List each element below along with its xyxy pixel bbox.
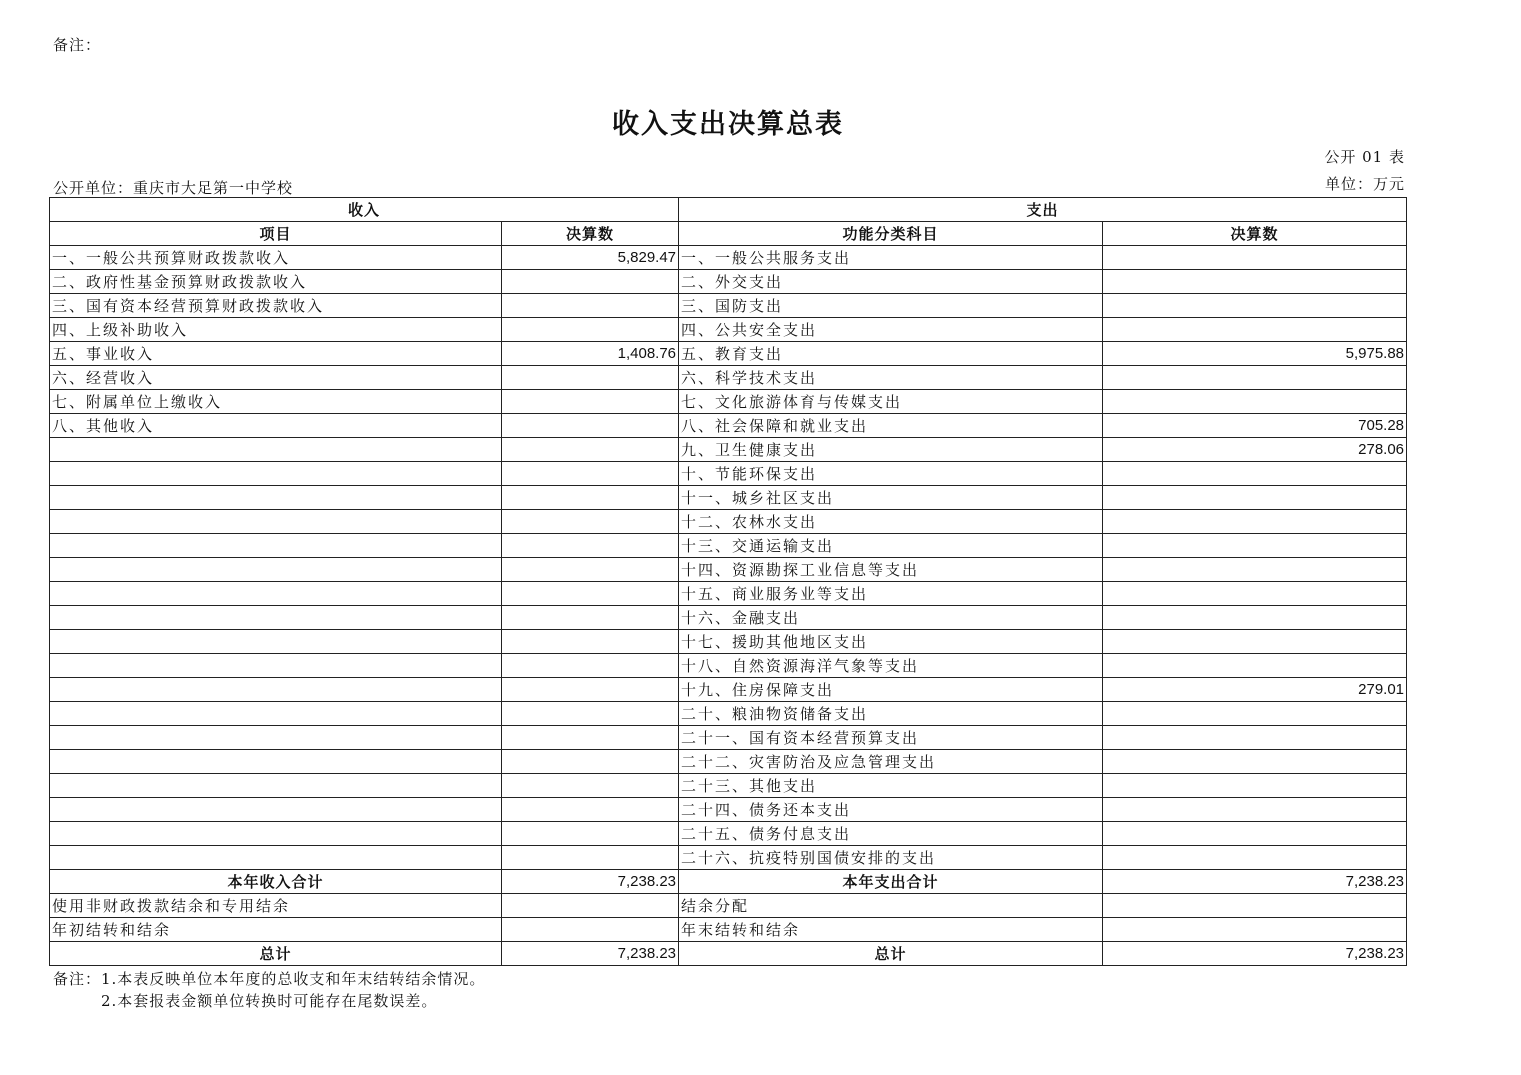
income-item-cell: 八、其他收入 [50, 414, 502, 438]
table-row [50, 774, 1407, 798]
expense-item-cell: 五、教育支出 [679, 342, 1103, 366]
table-row [50, 822, 1407, 846]
table-row [50, 270, 1407, 294]
income-item-cell [50, 462, 502, 486]
expense-amount-cell [1103, 318, 1407, 342]
expense-amount-cell [1103, 558, 1407, 582]
top-note: 备注： [53, 36, 102, 54]
table-row [50, 414, 1407, 438]
income-amount-cell [502, 390, 679, 414]
page-title: 收入支出决算总表 [612, 109, 844, 140]
expense-item-cell: 十九、住房保障支出 [679, 678, 1103, 702]
expense-amount-cell [1103, 726, 1407, 750]
income-amount-cell [502, 318, 679, 342]
table-row [50, 726, 1407, 750]
table-row [50, 438, 1407, 462]
income-amount-cell [502, 894, 679, 918]
expense-amount-cell [1103, 486, 1407, 510]
income-section-header: 收入 [50, 198, 679, 222]
expense-item-cell: 二十一、国有资本经营预算支出 [679, 726, 1103, 750]
expense-section-header: 支出 [679, 198, 1407, 222]
expense-amount-cell [1103, 630, 1407, 654]
income-amount-cell [502, 678, 679, 702]
expense-item-cell: 二十、粮油物资储备支出 [679, 702, 1103, 726]
expense-amount-cell [1103, 846, 1407, 870]
total-row [50, 942, 1407, 966]
expense-item-cell: 六、科学技术支出 [679, 366, 1103, 390]
income-amount-cell [502, 774, 679, 798]
expense-item-cell: 二十六、抗疫特别国债安排的支出 [679, 846, 1103, 870]
expense-item-cell: 十四、资源勘探工业信息等支出 [679, 558, 1103, 582]
table-row [50, 390, 1407, 414]
expense-amount-cell [1103, 702, 1407, 726]
table-row [50, 918, 1407, 942]
income-item-cell: 年初结转和结余 [50, 918, 502, 942]
income-item-cell [50, 654, 502, 678]
table-row [50, 342, 1407, 366]
subtotal-row [50, 870, 1407, 894]
table-row [50, 462, 1407, 486]
income-item-cell: 一、一般公共预算财政拨款收入 [50, 246, 502, 270]
income-amount-cell: 5,829.47 [502, 246, 679, 270]
income-amount-cell [502, 702, 679, 726]
table-row [50, 534, 1407, 558]
table-row [50, 582, 1407, 606]
table-row [50, 318, 1407, 342]
income-item-cell [50, 606, 502, 630]
income-amount-cell [502, 750, 679, 774]
income-item-cell [50, 822, 502, 846]
table-row [50, 702, 1407, 726]
income-total-label: 总计 [50, 942, 502, 966]
table-row [50, 558, 1407, 582]
budget-table [49, 197, 1407, 966]
income-item-cell: 使用非财政拨款结余和专用结余 [50, 894, 502, 918]
income-item-cell [50, 630, 502, 654]
expense-amount-cell [1103, 510, 1407, 534]
income-item-cell: 五、事业收入 [50, 342, 502, 366]
expense-item-cell: 十八、自然资源海洋气象等支出 [679, 654, 1103, 678]
income-total-amount: 7,238.23 [502, 942, 679, 966]
income-amount-cell [502, 606, 679, 630]
expense-item-cell: 二十四、债务还本支出 [679, 798, 1103, 822]
expense-amount-cell [1103, 246, 1407, 270]
expense-amount-cell [1103, 582, 1407, 606]
income-amount-cell [502, 510, 679, 534]
income-item-cell [50, 558, 502, 582]
income-item-cell [50, 726, 502, 750]
expense-item-cell: 二十二、灾害防治及应急管理支出 [679, 750, 1103, 774]
income-amount-cell [502, 726, 679, 750]
organization-label: 公开单位：重庆市大足第一中学校 [53, 179, 294, 197]
expense-item-header: 功能分类科目 [679, 222, 1103, 246]
expense-item-cell: 四、公共安全支出 [679, 318, 1103, 342]
column-header-row [50, 222, 1407, 246]
expense-amount-cell [1103, 918, 1407, 942]
expense-amount-cell: 705.28 [1103, 414, 1407, 438]
income-amount-cell [502, 414, 679, 438]
income-item-cell [50, 798, 502, 822]
expense-amount-cell [1103, 606, 1407, 630]
income-amount-cell [502, 822, 679, 846]
income-amount-cell [502, 582, 679, 606]
income-amount-cell [502, 366, 679, 390]
expense-item-cell: 二十三、其他支出 [679, 774, 1103, 798]
income-item-cell: 六、经营收入 [50, 366, 502, 390]
expense-amount-cell [1103, 822, 1407, 846]
income-amount-cell: 1,408.76 [502, 342, 679, 366]
income-amount-cell [502, 270, 679, 294]
income-amount-cell [502, 462, 679, 486]
unit-label: 单位：万元 [1324, 175, 1405, 193]
expense-item-cell: 结余分配 [679, 894, 1103, 918]
table-row [50, 606, 1407, 630]
expense-amount-cell: 278.06 [1103, 438, 1407, 462]
footnote-1: 备注：1.本表反映单位本年度的总收支和年末结转结余情况。 [53, 970, 486, 988]
expense-amount-header: 决算数 [1103, 222, 1407, 246]
income-amount-cell [502, 918, 679, 942]
income-item-cell [50, 486, 502, 510]
expense-item-cell: 三、国防支出 [679, 294, 1103, 318]
income-item-cell [50, 750, 502, 774]
income-item-cell [50, 846, 502, 870]
expense-subtotal-label: 本年支出合计 [679, 870, 1103, 894]
table-row [50, 678, 1407, 702]
expense-item-cell: 年末结转和结余 [679, 918, 1103, 942]
expense-amount-cell [1103, 270, 1407, 294]
income-item-cell [50, 774, 502, 798]
income-amount-cell [502, 558, 679, 582]
expense-amount-cell [1103, 774, 1407, 798]
expense-item-cell: 十一、城乡社区支出 [679, 486, 1103, 510]
income-amount-header: 决算数 [502, 222, 679, 246]
table-row [50, 246, 1407, 270]
income-subtotal-amount: 7,238.23 [502, 870, 679, 894]
expense-amount-cell: 279.01 [1103, 678, 1407, 702]
form-number: 公开 01 表 [1324, 148, 1405, 166]
table-row [50, 366, 1407, 390]
expense-amount-cell [1103, 294, 1407, 318]
income-amount-cell [502, 294, 679, 318]
income-item-cell [50, 582, 502, 606]
income-item-cell [50, 438, 502, 462]
expense-amount-cell [1103, 366, 1407, 390]
income-item-cell [50, 678, 502, 702]
income-item-cell: 四、上级补助收入 [50, 318, 502, 342]
income-item-cell: 七、附属单位上缴收入 [50, 390, 502, 414]
table-row [50, 654, 1407, 678]
table-row [50, 750, 1407, 774]
income-item-cell: 二、政府性基金预算财政拨款收入 [50, 270, 502, 294]
income-item-cell [50, 510, 502, 534]
expense-item-cell: 十七、援助其他地区支出 [679, 630, 1103, 654]
footnote-2: 2.本套报表金额单位转换时可能存在尾数误差。 [101, 992, 438, 1010]
table-row [50, 894, 1407, 918]
income-amount-cell [502, 486, 679, 510]
expense-item-cell: 二十五、债务付息支出 [679, 822, 1103, 846]
income-amount-cell [502, 798, 679, 822]
income-item-cell [50, 702, 502, 726]
expense-amount-cell [1103, 798, 1407, 822]
section-header-row [50, 198, 1407, 222]
table-row [50, 798, 1407, 822]
expense-item-cell: 十、节能环保支出 [679, 462, 1103, 486]
expense-amount-cell [1103, 390, 1407, 414]
table-row [50, 510, 1407, 534]
expense-amount-cell [1103, 750, 1407, 774]
income-item-header: 项目 [50, 222, 502, 246]
income-subtotal-label: 本年收入合计 [50, 870, 502, 894]
expense-total-label: 总计 [679, 942, 1103, 966]
income-amount-cell [502, 846, 679, 870]
expense-item-cell: 二、外交支出 [679, 270, 1103, 294]
expense-amount-cell [1103, 654, 1407, 678]
expense-item-cell: 八、社会保障和就业支出 [679, 414, 1103, 438]
expense-subtotal-amount: 7,238.23 [1103, 870, 1407, 894]
expense-amount-cell: 5,975.88 [1103, 342, 1407, 366]
expense-item-cell: 十五、商业服务业等支出 [679, 582, 1103, 606]
income-amount-cell [502, 630, 679, 654]
table-row [50, 294, 1407, 318]
expense-amount-cell [1103, 462, 1407, 486]
expense-amount-cell [1103, 894, 1407, 918]
table-row [50, 630, 1407, 654]
income-item-cell: 三、国有资本经营预算财政拨款收入 [50, 294, 502, 318]
income-amount-cell [502, 438, 679, 462]
expense-item-cell: 十六、金融支出 [679, 606, 1103, 630]
expense-item-cell: 十三、交通运输支出 [679, 534, 1103, 558]
table-row [50, 486, 1407, 510]
expense-total-amount: 7,238.23 [1103, 942, 1407, 966]
expense-item-cell: 七、文化旅游体育与传媒支出 [679, 390, 1103, 414]
footnotes [53, 968, 485, 1012]
expense-item-cell: 九、卫生健康支出 [679, 438, 1103, 462]
expense-item-cell: 十二、农林水支出 [679, 510, 1103, 534]
expense-amount-cell [1103, 534, 1407, 558]
expense-item-cell: 一、一般公共服务支出 [679, 246, 1103, 270]
income-amount-cell [502, 534, 679, 558]
income-item-cell [50, 534, 502, 558]
table-row [50, 846, 1407, 870]
income-amount-cell [502, 654, 679, 678]
